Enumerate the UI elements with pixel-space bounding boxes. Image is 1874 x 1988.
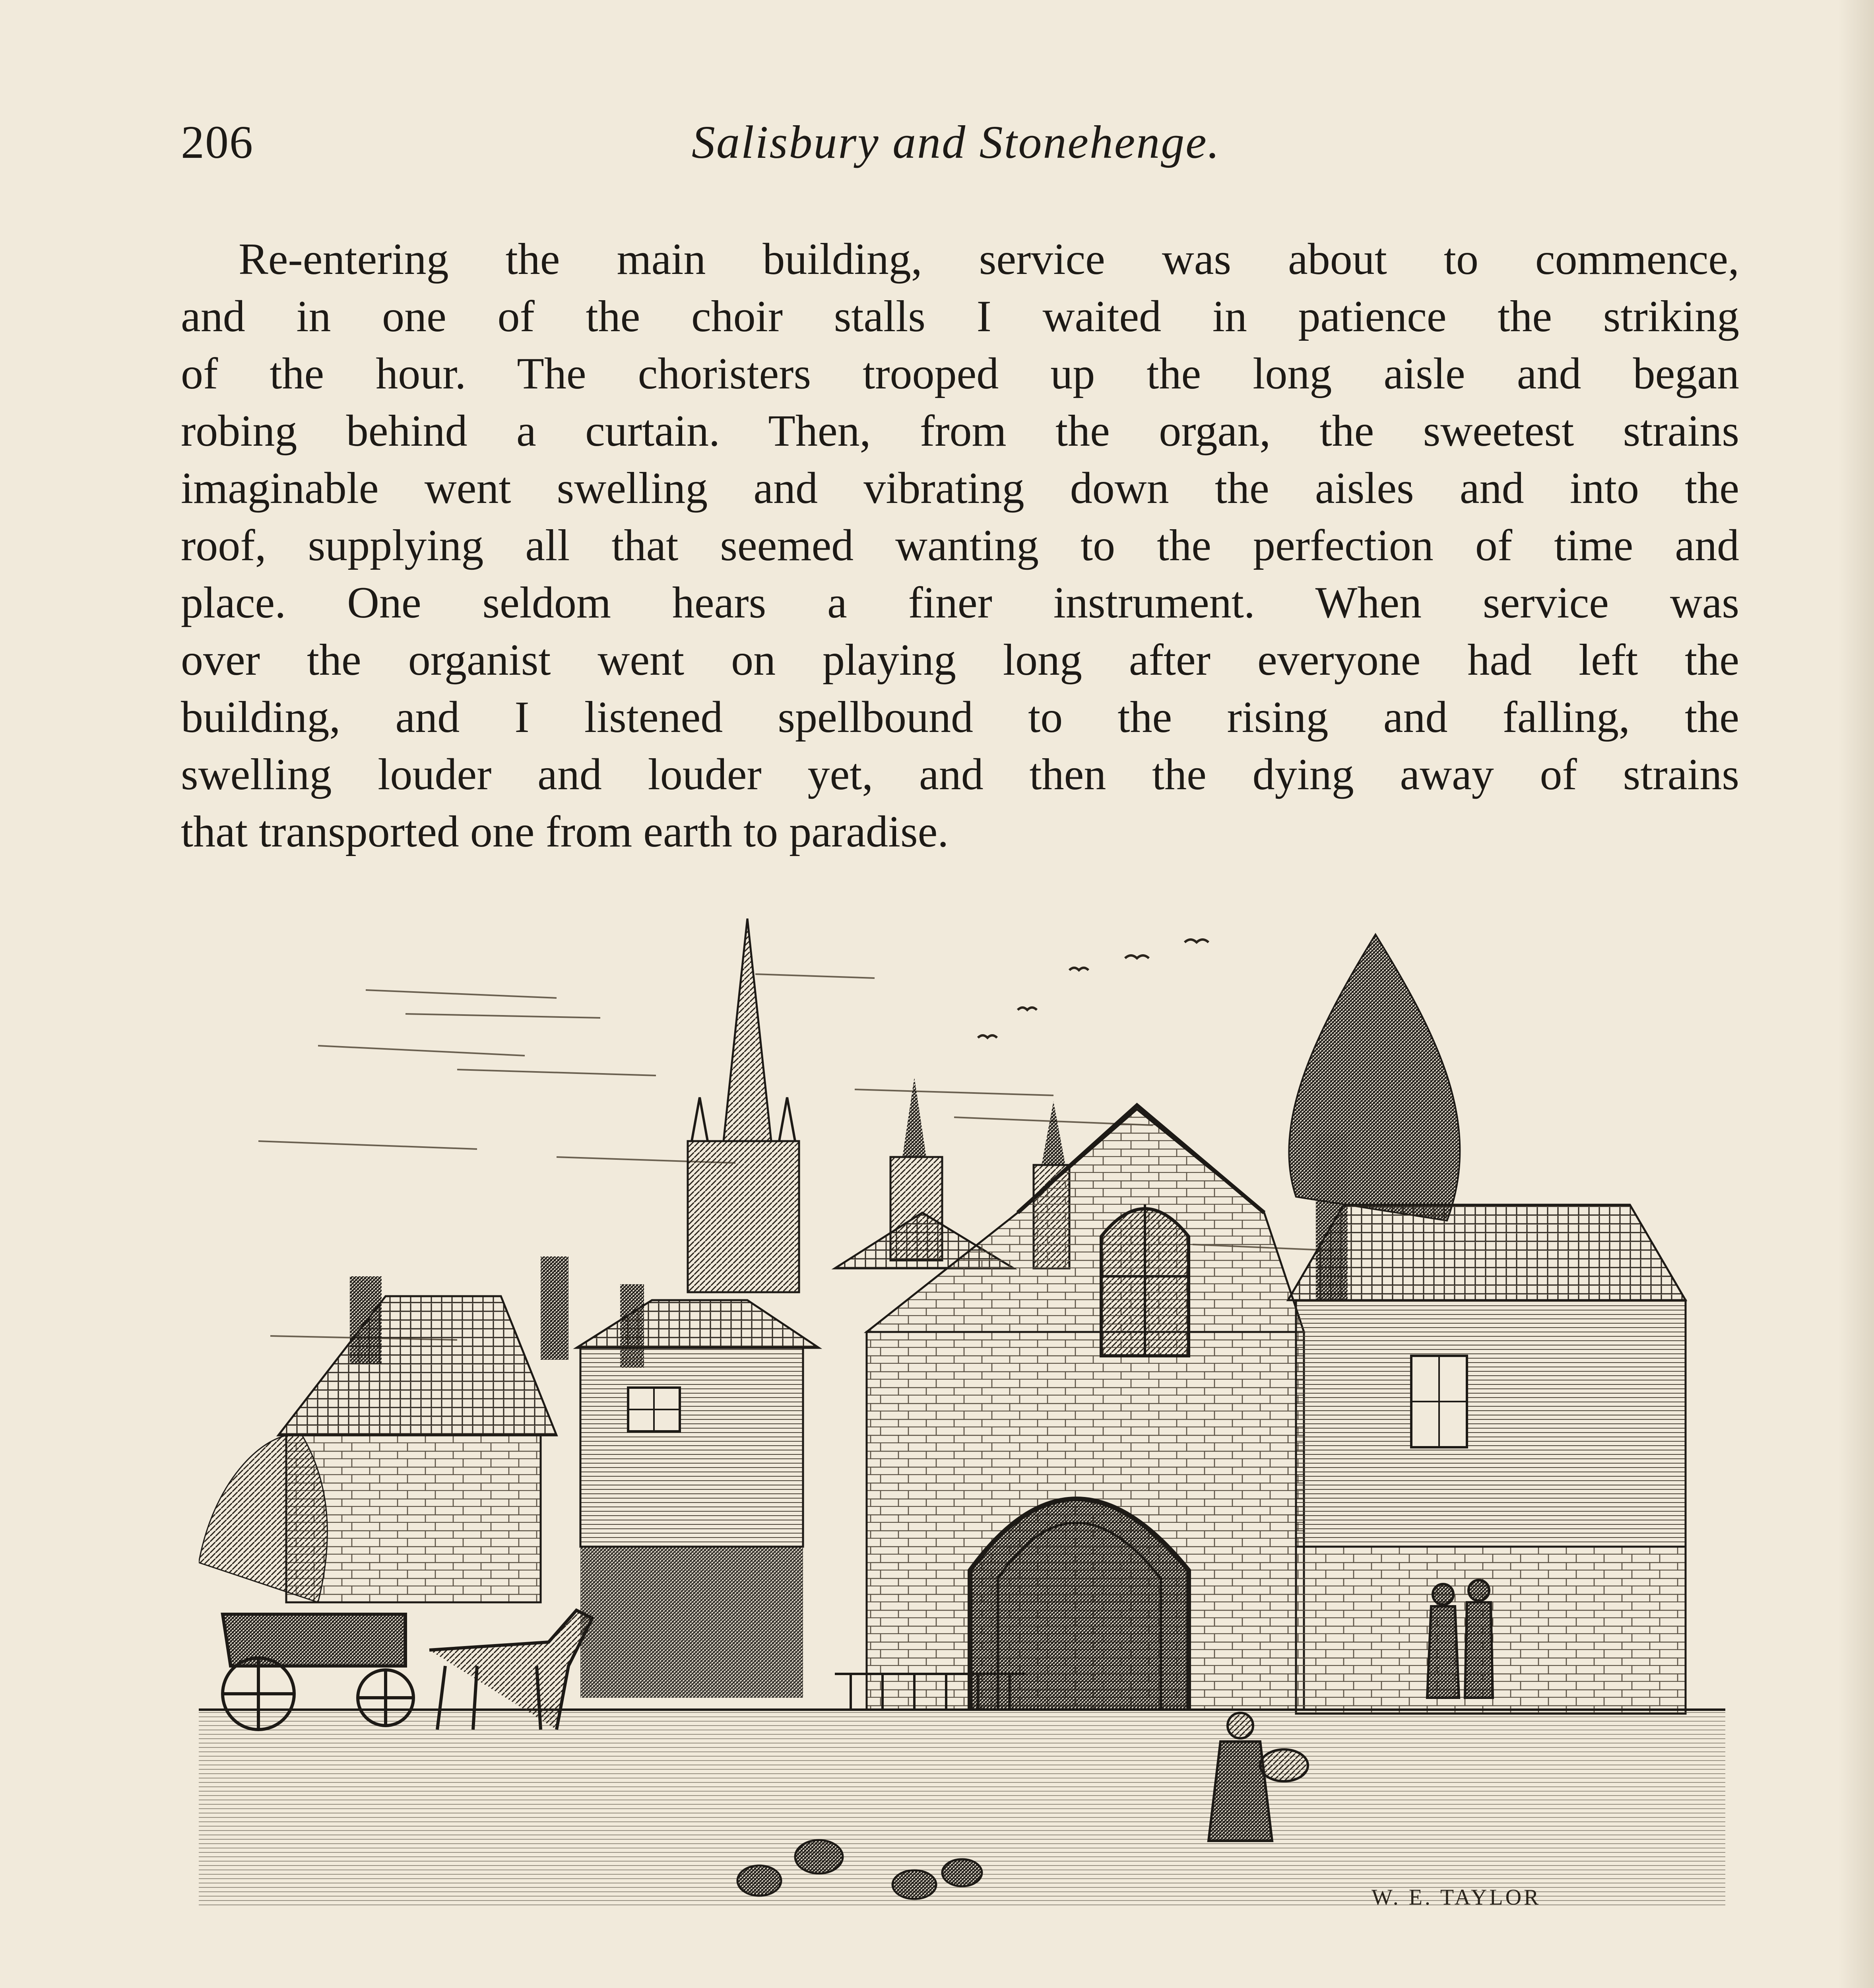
tree-right [1289,934,1460,1221]
text-line: place. One seldom hears a finer instrument. When service was [181,578,1739,627]
text-line: roof, supplying all that seemed wanting to the perfection of time and [181,521,1739,570]
birds [978,940,1209,1038]
paragraph-organ [181,231,1739,860]
text-line: and in one of the choir stalls I waited in patience the striking [181,292,1739,341]
text-line: Re-entering the main building, service was about to commence, [239,235,1739,284]
text-line: swelling louder and louder yet, and then the dying away of strains [181,750,1739,799]
text-line: imaginable went swelling and vibrating down the aisles and into the [181,464,1739,513]
text-line: building, and I listened spellbound to the rising and falling, the [181,693,1739,742]
text-line: that transported one from earth to paradise. [181,807,949,856]
page-number: 206 [181,116,254,168]
engraver-signature: W. E. TAYLOR [1372,1885,1541,1910]
text-line: of the hour. The choristers trooped up the long aisle and began [181,349,1739,398]
running-title: Salisbury and Stonehenge. [691,116,1221,168]
text-line: robing behind a curtain. Then, from the organ, the sweetest strains [181,406,1739,456]
engraving-st-annes-gateway [199,918,1725,1988]
tree-left [199,1435,327,1602]
timber-house [576,1300,819,1698]
text-line: over the organist went on playing long after everyone had left the [181,635,1739,685]
running-head [181,115,1731,183]
page-edge-shadow [1838,0,1874,1988]
